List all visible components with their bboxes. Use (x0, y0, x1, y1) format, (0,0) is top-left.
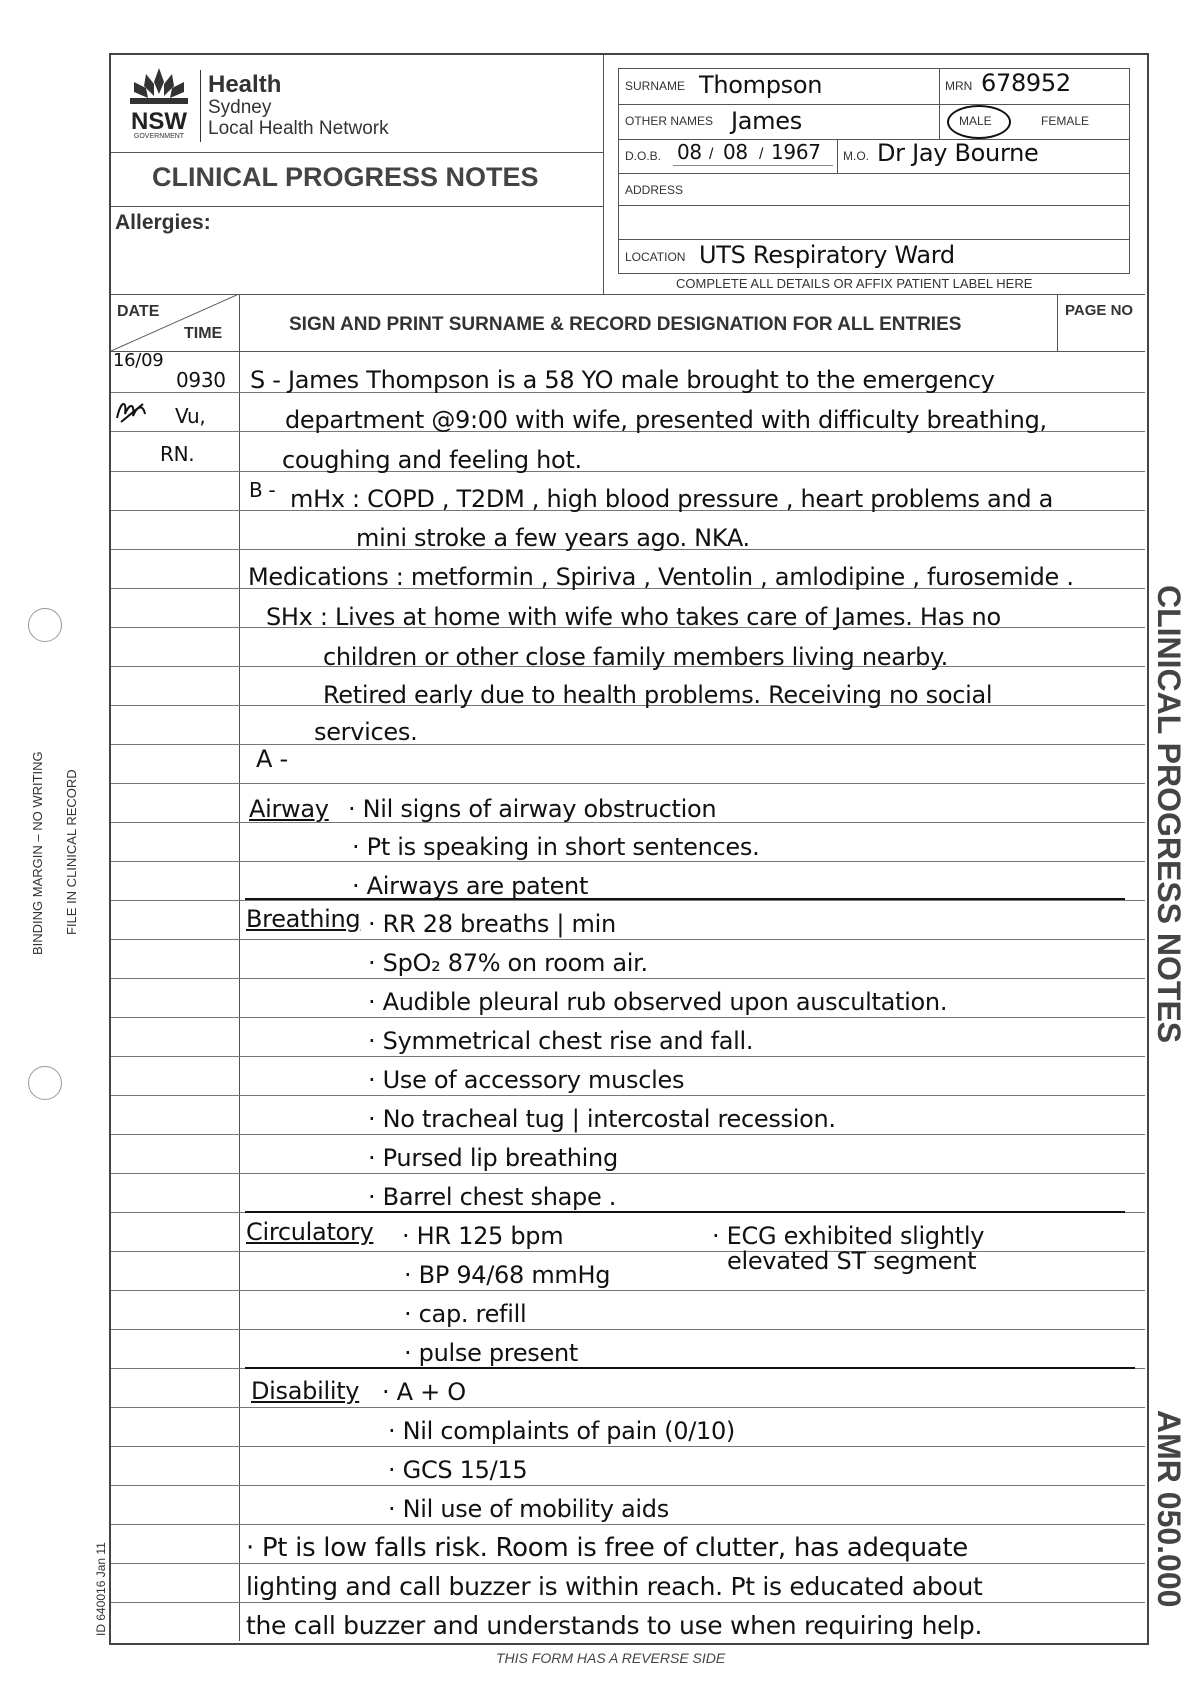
note-line: SHx : Lives at home with wife who takes care of James. Has no (266, 603, 1001, 631)
note-line: A - (256, 745, 288, 773)
note-line: · Nil signs of airway obstruction (348, 795, 717, 823)
section-heading-circulatory: Circulatory (246, 1218, 374, 1246)
side-form-code: AMR 050.000 (1151, 1410, 1187, 1608)
note-line: · Audible pleural rub observed upon auscultation. (368, 988, 948, 1016)
note-line: · pulse present (404, 1339, 579, 1367)
mo-value: Dr Jay Bourne (877, 139, 1039, 167)
date-header: DATE (117, 303, 160, 320)
note-line: · Pt is speaking in short sentences. (352, 833, 760, 861)
punch-hole-top (28, 608, 62, 642)
male-circle (947, 105, 1011, 139)
note-line: · Barrel chest shape . (368, 1183, 617, 1211)
section-heading-breathing: Breathing (246, 905, 361, 933)
time-header: TIME (184, 325, 223, 342)
patient-details-box: SURNAME Thompson MRN 678952 OTHER NAMES James MALE FEMALE D.O.B. 08 / 08 / 1967 M.O. Dr Jay Bourne ADDRESS LOCATION UTS Respiratory Ward (618, 68, 1130, 274)
signature-scribble (115, 396, 151, 426)
surname-value: Thompson (699, 71, 823, 99)
logo-subtext: GOVERNMENT (133, 133, 185, 140)
note-line: · Use of accessory muscles (368, 1066, 685, 1094)
note-line: department @9:00 with wife, presented with difficulty breathing, (285, 406, 1047, 434)
note-line: · No tracheal tug | intercostal recession. (368, 1105, 836, 1133)
note-line: coughing and feeling hot. (282, 446, 582, 474)
note-line: · SpO₂ 87% on room air. (368, 949, 648, 977)
other-names-label: OTHER NAMES (625, 114, 714, 128)
binding-margin-text: BINDING MARGIN – NO WRITING (30, 751, 45, 955)
patient-label-note: COMPLETE ALL DETAILS OR AFFIX PATIENT LABEL HERE (676, 276, 1033, 291)
dob-year: 1967 (771, 140, 821, 164)
note-line: · GCS 15/15 (388, 1456, 528, 1484)
note-line: children or other close family members living nearby. (323, 643, 948, 671)
surname-label: SURNAME (625, 79, 686, 93)
dob-label: D.O.B. (625, 149, 662, 163)
nsw-logo (120, 64, 198, 140)
note-line: · Symmetrical chest rise and fall. (368, 1027, 754, 1055)
note-line: elevated ST segment (727, 1247, 977, 1275)
note-line: S - James Thompson is a 58 YO male brought to the emergency (250, 366, 995, 394)
note-line: services. (314, 718, 418, 746)
section-heading-airway: Airway (249, 795, 329, 823)
note-line: · ECG exhibited slightly (712, 1222, 985, 1250)
note-line: · Nil complaints of pain (0/10) (388, 1417, 735, 1445)
form-title: CLINICAL PROGRESS NOTES (152, 162, 539, 192)
note-line: lighting and call buzzer is within reach. Pt is educated about (246, 1572, 983, 1601)
mrn-value: 678952 (981, 69, 1071, 97)
note-line: · Pursed lip breathing (368, 1144, 618, 1172)
note-line: mHx : COPD , T2DM , high blood pressure , heart problems and a (290, 485, 1054, 513)
note-line: · RR 28 breaths | min (368, 910, 616, 938)
allergies-label: Allergies: (115, 211, 211, 234)
note-line: · A + O (382, 1378, 466, 1406)
org-line3: Local Health Network (208, 118, 389, 139)
note-line: · Airways are patent (352, 872, 589, 900)
org-name (208, 72, 389, 140)
other-names-value: James (731, 107, 802, 135)
entries-instructions: SIGN AND PRINT SURNAME & RECORD DESIGNATION FOR ALL ENTRIES (289, 314, 962, 335)
note-line: Retired early due to health problems. Receiving no social (323, 681, 993, 709)
entry-time: 0930 (176, 368, 226, 392)
org-line1: Health (208, 71, 282, 98)
entry-designation: RN. (160, 442, 195, 466)
logo-text: NSW (131, 108, 187, 135)
note-line: · BP 94/68 mmHg (404, 1261, 611, 1289)
note-line: Medications : metformin , Spiriva , Ventolin , amlodipine , furosemide . (248, 563, 1074, 591)
waratah-icon (120, 64, 198, 106)
note-line: · Nil use of mobility aids (388, 1495, 669, 1523)
note-line: · Pt is low falls risk. Room is free of clutter, has adequate (246, 1533, 969, 1563)
note-line: B - (249, 478, 276, 502)
address-label: ADDRESS (625, 183, 684, 197)
reverse-side-note: THIS FORM HAS A REVERSE SIDE (496, 1650, 726, 1666)
page-no-header: PAGE NO (1065, 302, 1134, 319)
side-form-title: CLINICAL PROGRESS NOTES (1151, 585, 1187, 1044)
mrn-label: MRN (945, 79, 973, 93)
form-id-text: ID 640016 Jan 11 (94, 1542, 108, 1636)
dob-day: 08 (677, 140, 702, 164)
file-in-record-text: FILE IN CLINICAL RECORD (64, 769, 79, 935)
punch-hole-bottom (28, 1066, 62, 1100)
entry-signature-name: Vu, (175, 404, 206, 428)
note-line: mini stroke a few years ago. NKA. (356, 524, 750, 552)
org-line2: Sydney (208, 97, 272, 118)
location-label: LOCATION (625, 250, 686, 264)
note-line: · HR 125 bpm (402, 1222, 564, 1250)
note-line: the call buzzer and understands to use when requiring help. (246, 1611, 983, 1640)
location-value: UTS Respiratory Ward (699, 241, 955, 269)
male-option: MALE (959, 114, 992, 128)
female-option: FEMALE (1041, 114, 1090, 128)
dob-month: 08 (723, 140, 748, 164)
section-heading-disability: Disability (251, 1377, 360, 1405)
entry-date: 16/09 (113, 350, 164, 371)
mo-label: M.O. (843, 149, 869, 163)
note-line: · cap. refill (404, 1300, 527, 1328)
